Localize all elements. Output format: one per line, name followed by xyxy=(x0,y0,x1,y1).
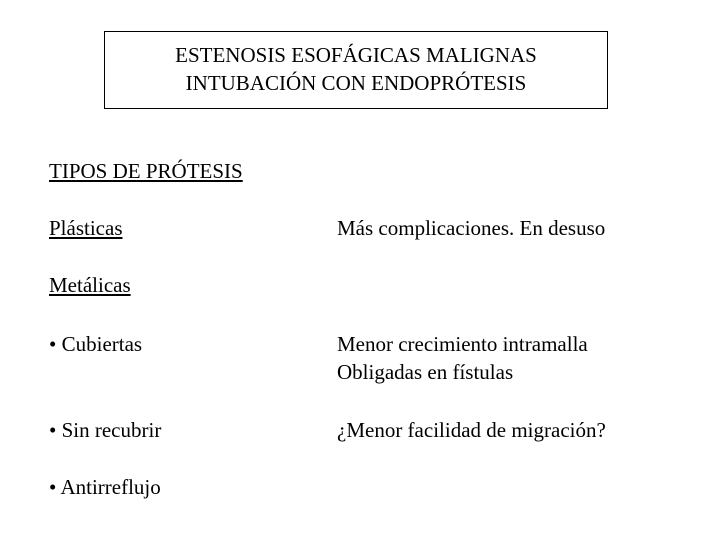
section-heading: TIPOS DE PRÓTESIS xyxy=(49,159,243,183)
metalicas-label: Metálicas xyxy=(49,273,131,297)
title-line-2: INTUBACIÓN CON ENDOPRÓTESIS xyxy=(185,71,527,95)
sin-recubrir-label: • Sin recubrir xyxy=(49,418,162,442)
title-box xyxy=(104,31,608,109)
antirreflujo-label: • Antirreflujo xyxy=(49,475,161,499)
title-line-1: ESTENOSIS ESOFÁGICAS MALIGNAS xyxy=(175,43,537,67)
sin-recubrir-description: ¿Menor facilidad de migración? xyxy=(337,418,606,442)
plasticas-label: Plásticas xyxy=(49,216,123,240)
cubiertas-label: • Cubiertas xyxy=(49,332,143,356)
cubiertas-description-line-1: Menor crecimiento intramalla xyxy=(337,332,588,356)
cubiertas-description-line-2: Obligadas en fístulas xyxy=(337,360,514,384)
plasticas-description: Más complicaciones. En desuso xyxy=(337,216,606,240)
